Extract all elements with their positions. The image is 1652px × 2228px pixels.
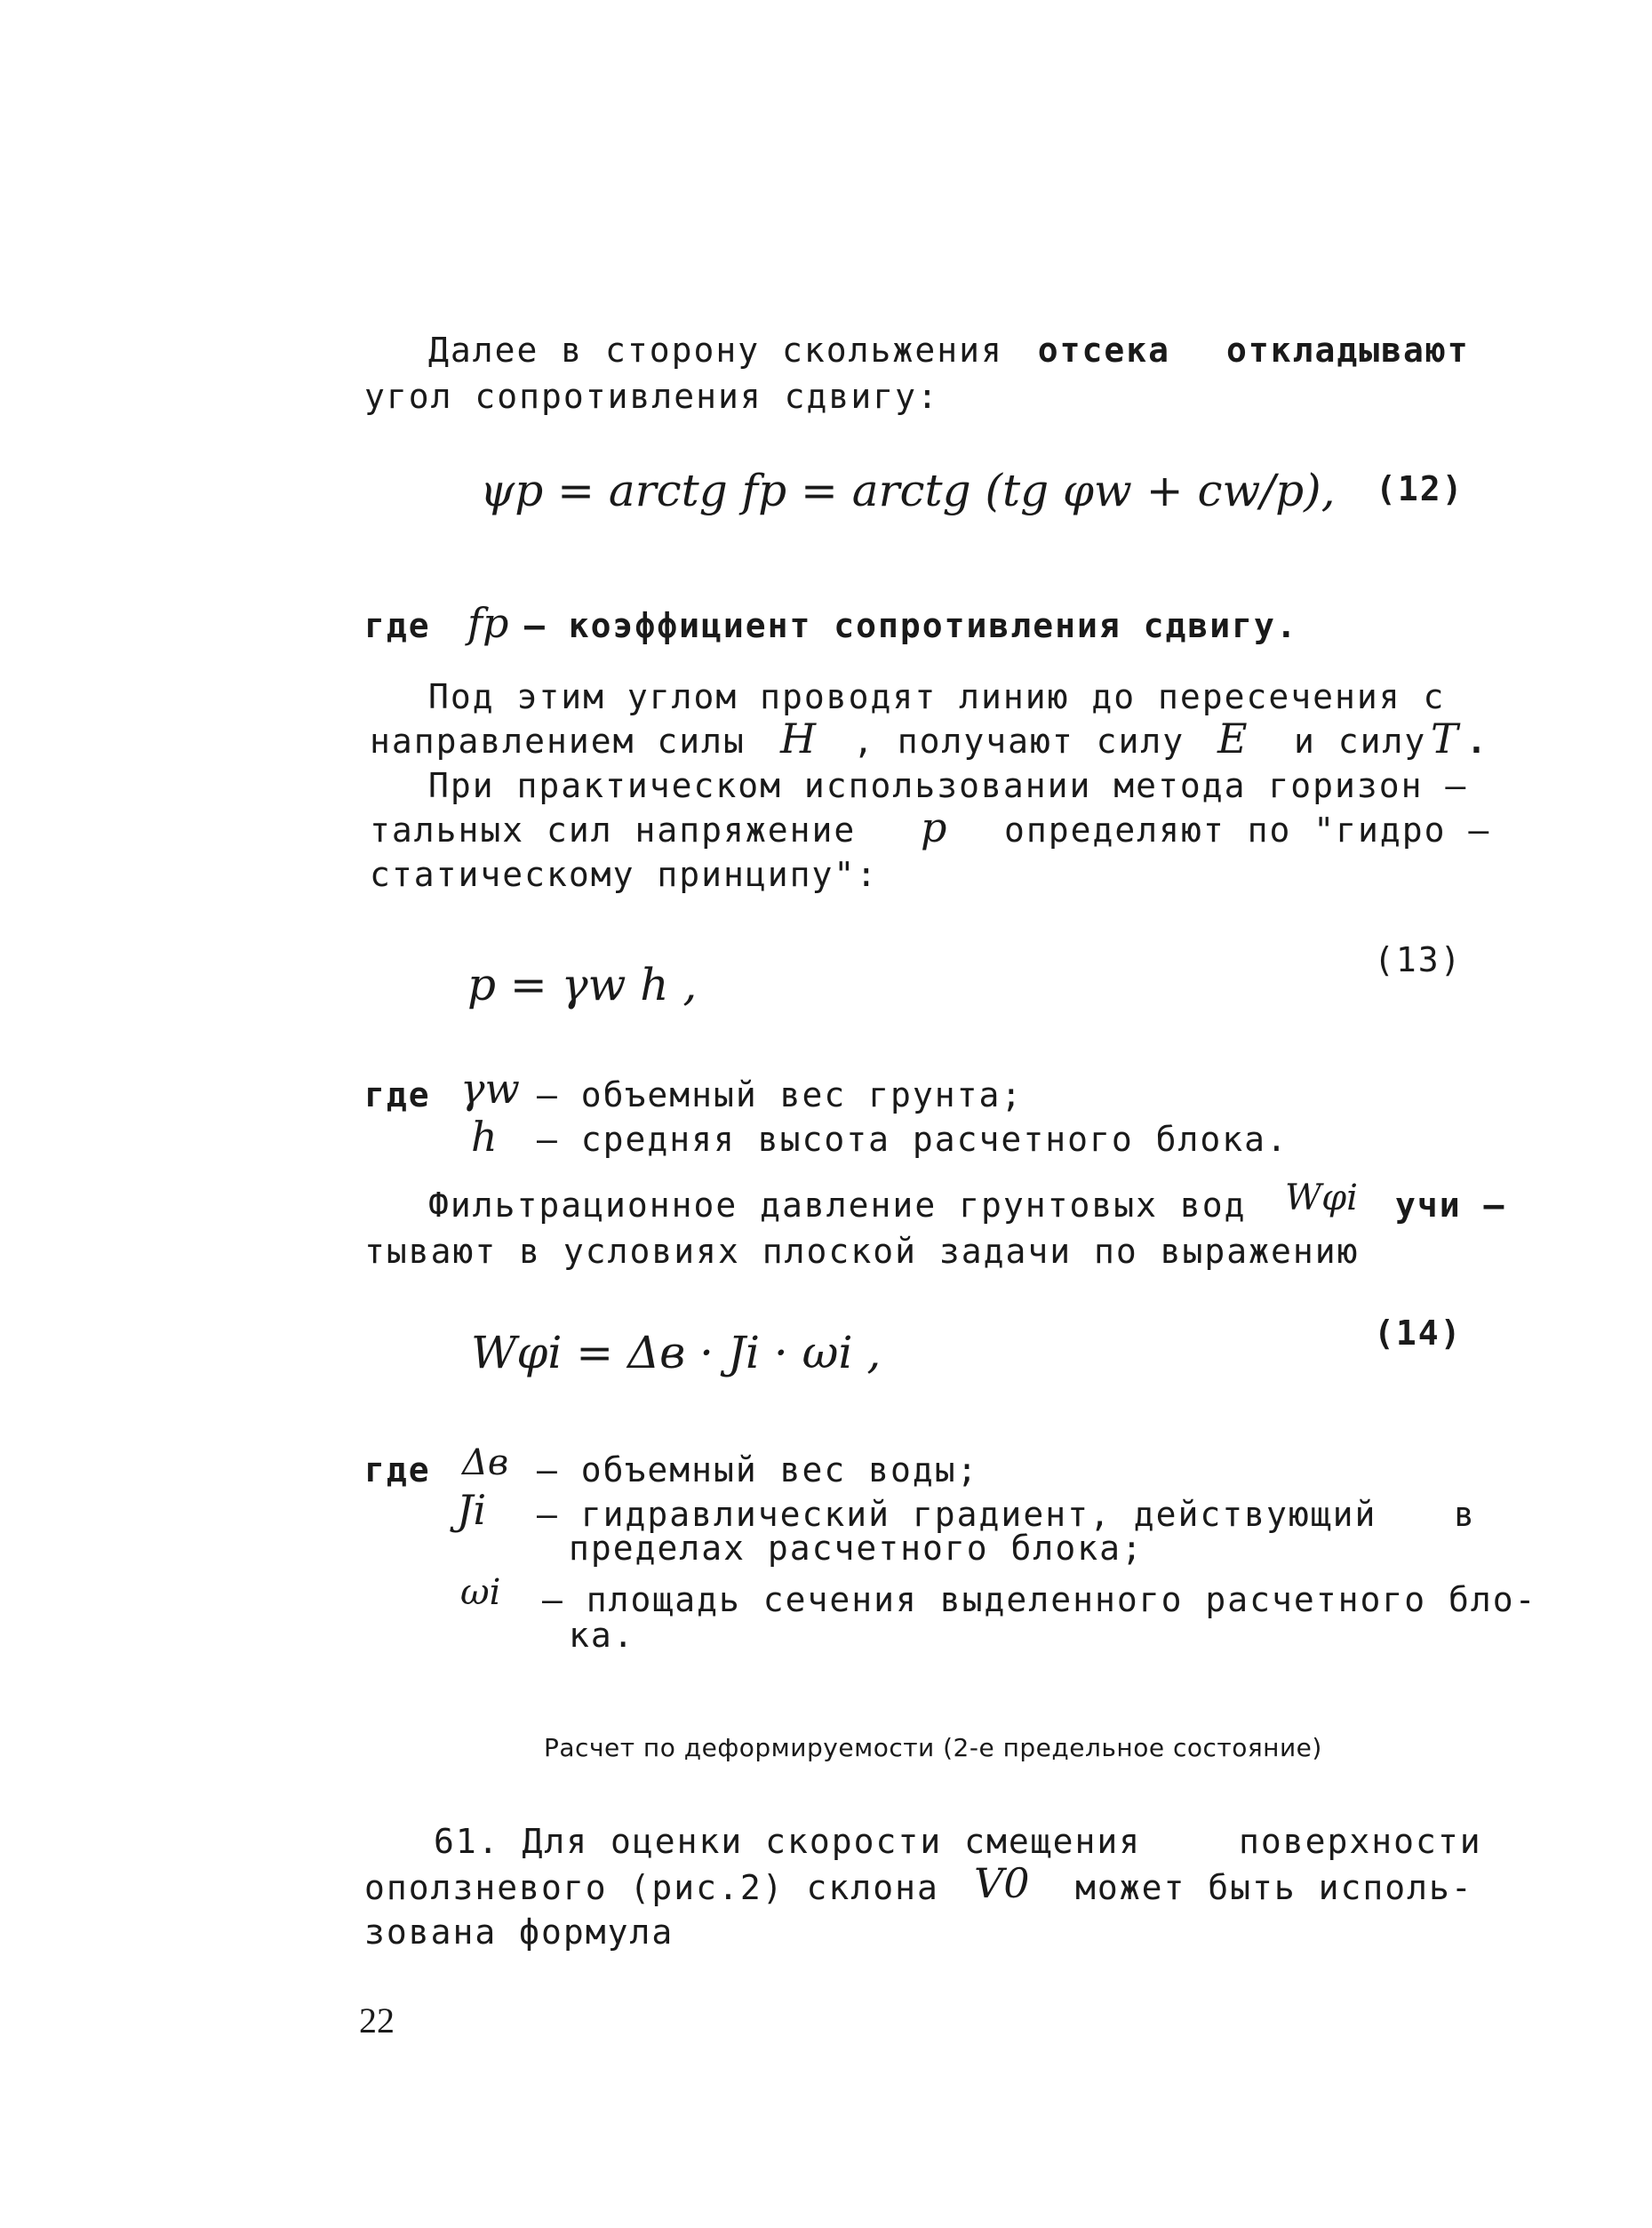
para5-symbol-v0: V0: [974, 1859, 1030, 1907]
para2-symbol-e: E: [1217, 715, 1248, 763]
where13-word: где: [364, 1075, 431, 1114]
para2-line1: Под этим углом проводят линию до пересечения с: [428, 677, 1446, 716]
where14-text2c: пределах расчетного блока;: [569, 1529, 1144, 1568]
para2-line2-c: и силу: [1294, 722, 1427, 761]
para1-line1-a: Далее в сторону скольжения: [428, 331, 1003, 370]
para5-line3: зована формула: [364, 1913, 674, 1952]
para5-line2-a: оползневого (рис.2) склона: [364, 1868, 939, 1907]
para2-symbol-t: T: [1431, 715, 1458, 763]
where13-symbol-h: h: [471, 1113, 498, 1161]
para3-line2-b: определяют по "гидро –: [1004, 811, 1491, 850]
where13-text2: – средняя высота расчетного блока.: [537, 1120, 1289, 1159]
where14-symbol-j: Ji: [457, 1486, 487, 1534]
para1-line1-b: отсека: [1037, 331, 1170, 370]
page-number: 22: [359, 2000, 395, 2040]
where14-text3b: ка.: [569, 1616, 635, 1655]
para3-line2-a: тальных сил напряжение: [370, 811, 857, 850]
where14-text2b: в: [1454, 1495, 1476, 1534]
para2-period: .: [1466, 722, 1488, 761]
equation-13-number: (13): [1374, 940, 1463, 979]
where13-symbol-gamma: γw: [460, 1065, 520, 1113]
where14-text1: – объемный вес воды;: [537, 1450, 979, 1489]
where14-text2a: – гидравлический градиент, действующий: [537, 1495, 1377, 1534]
para5-line1-b: поверхности: [1239, 1822, 1482, 1861]
para4-line2: тывают в условиях плоской задачи по выражению: [364, 1232, 1360, 1271]
para3-line1: При практическом использовании метода горизон –: [428, 766, 1468, 805]
where12-symbol: fp: [467, 599, 509, 647]
where12-text: – коэффициент сопротивления сдвигу.: [524, 606, 1298, 645]
where14-word: где: [364, 1450, 431, 1489]
para3-symbol-p: p: [921, 803, 947, 851]
equation-14: Wφi = Δв · Ji · ωi ,: [471, 1327, 882, 1378]
para2-symbol-h: H: [780, 715, 817, 763]
equation-12-number: (12): [1376, 469, 1464, 508]
para5-line1-a: 61. Для оценки скорости смещения: [434, 1822, 1142, 1861]
equation-13: p = γw h ,: [467, 959, 698, 1010]
para4-line1-b: учи –: [1395, 1186, 1506, 1225]
para4-line1-a: Фильтрационное давление грунтовых вод: [428, 1186, 1247, 1225]
para4-symbol-w: Wφi: [1285, 1178, 1358, 1218]
para1-line2: угол сопротивления сдвигу:: [364, 377, 939, 416]
equation-12: ψp = arctg fp = arctg (tg φw + cw/p),: [480, 465, 1336, 516]
where14-text3a: – площадь сечения выделенного расчетного бло-: [542, 1580, 1537, 1619]
where13-text1: – объемный вес грунта;: [537, 1075, 1024, 1114]
where14-symbol-omega: ωi: [460, 1572, 501, 1613]
para2-line2-a: направлением силы: [370, 722, 746, 761]
para1-line1-c: откладывают: [1226, 331, 1470, 370]
para3-line3: статическому принципу":: [370, 855, 879, 894]
equation-14-number: (14): [1374, 1314, 1463, 1353]
para5-line2-b: может быть исполь-: [1075, 1868, 1473, 1907]
para1-line1: [428, 331, 1170, 371]
where14-symbol-delta: Δв: [462, 1442, 509, 1483]
para2-line2-b: , получают силу: [853, 722, 1185, 761]
section-heading: Расчет по деформируемости (2-е предельное состояние): [544, 1733, 1322, 1762]
where12-word: где: [364, 606, 431, 645]
